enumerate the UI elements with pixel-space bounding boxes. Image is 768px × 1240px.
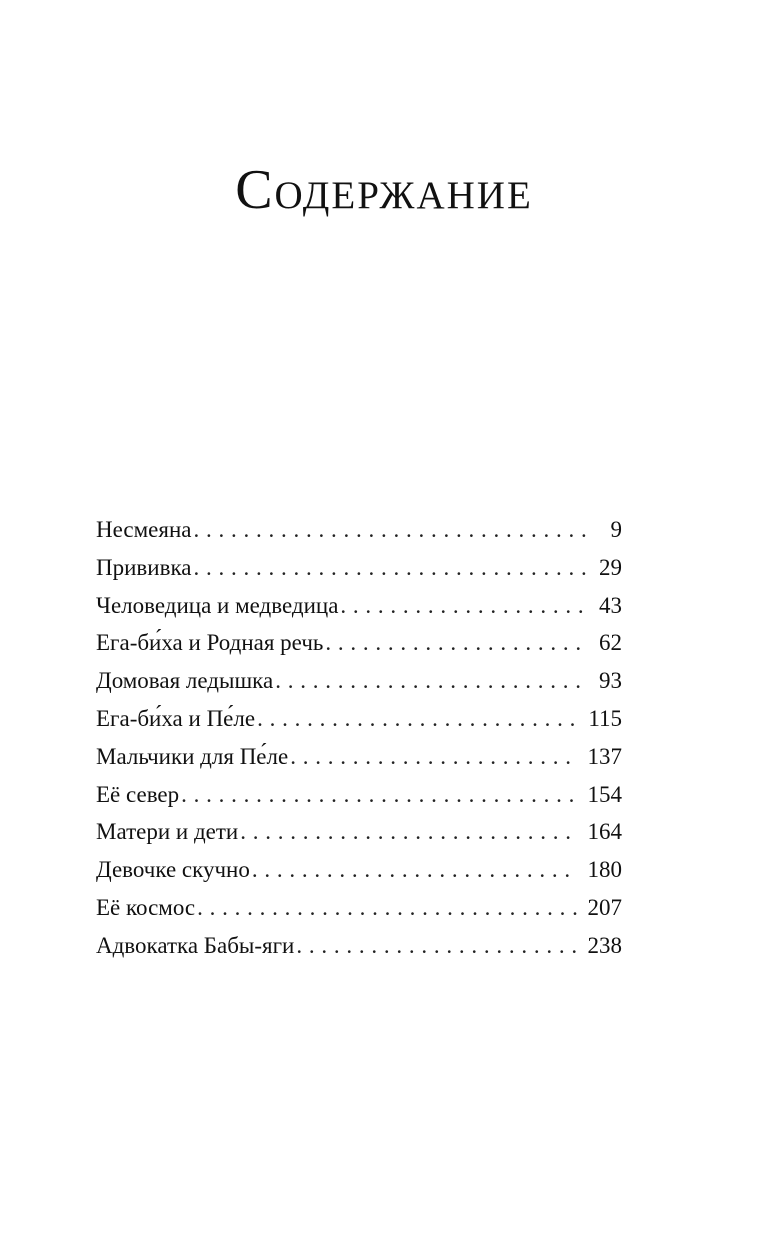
toc-entry-title: Адвокатка Бабы-яги bbox=[96, 932, 295, 958]
toc-entry bbox=[96, 511, 622, 549]
toc-entry-page: 29 bbox=[599, 554, 622, 580]
dot-leader bbox=[193, 511, 590, 549]
dot-leader bbox=[193, 549, 589, 587]
toc-entry-page: 207 bbox=[587, 894, 622, 920]
toc-entry bbox=[96, 549, 622, 587]
toc-entry bbox=[96, 662, 622, 700]
toc-entry bbox=[96, 851, 622, 889]
toc-entry-title: Её космос bbox=[96, 894, 196, 920]
toc-entry-title: Девочке скучно bbox=[96, 857, 250, 883]
toc-entry-title: Её север bbox=[96, 781, 180, 807]
toc-entry-title: Человедица и медведица bbox=[96, 592, 339, 618]
toc-entry-title: Мальчики для Пе́ле bbox=[96, 743, 289, 769]
toc-entry-title: Несмеяна bbox=[96, 517, 192, 542]
toc-entry bbox=[96, 813, 622, 851]
toc-entry bbox=[96, 927, 622, 965]
toc-entry-title: Ега-би́ха и Родная речь bbox=[96, 630, 324, 656]
dot-leader bbox=[257, 700, 578, 738]
dot-leader bbox=[181, 776, 577, 814]
toc-entry-title: Прививка bbox=[96, 554, 192, 580]
toc-entry-page: 154 bbox=[587, 781, 622, 807]
toc-entry-title: Матери и дети bbox=[96, 819, 239, 845]
toc-entry-title: Домовая ледышка bbox=[96, 668, 274, 694]
toc-entry bbox=[96, 587, 622, 625]
toc-entry-page: 62 bbox=[599, 630, 622, 656]
toc-entry bbox=[96, 738, 622, 776]
dot-leader bbox=[325, 624, 589, 662]
toc-entry bbox=[96, 889, 622, 927]
toc-entry bbox=[96, 776, 622, 814]
toc-entry bbox=[96, 700, 622, 738]
toc-entry bbox=[96, 624, 622, 662]
table-of-contents bbox=[96, 511, 622, 965]
dot-leader bbox=[240, 813, 577, 851]
toc-entry-page: 164 bbox=[587, 819, 622, 845]
dot-leader bbox=[340, 587, 589, 625]
dot-leader bbox=[296, 927, 577, 965]
toc-entry-page: 137 bbox=[587, 743, 622, 769]
toc-entry-page: 115 bbox=[588, 705, 622, 731]
toc-entry-page: 93 bbox=[599, 668, 622, 694]
dot-leader bbox=[252, 851, 578, 889]
toc-entry-page: 9 bbox=[610, 517, 622, 542]
toc-entry-title: Ега-би́ха и Пе́ле bbox=[96, 705, 256, 731]
toc-entry-page: 238 bbox=[587, 932, 622, 958]
dot-leader bbox=[275, 662, 589, 700]
page-title: Содержание bbox=[235, 159, 533, 221]
dot-leader bbox=[197, 889, 577, 927]
dot-leader bbox=[290, 738, 577, 776]
toc-entry-page: 180 bbox=[587, 857, 622, 883]
toc-entry-page: 43 bbox=[599, 592, 622, 618]
